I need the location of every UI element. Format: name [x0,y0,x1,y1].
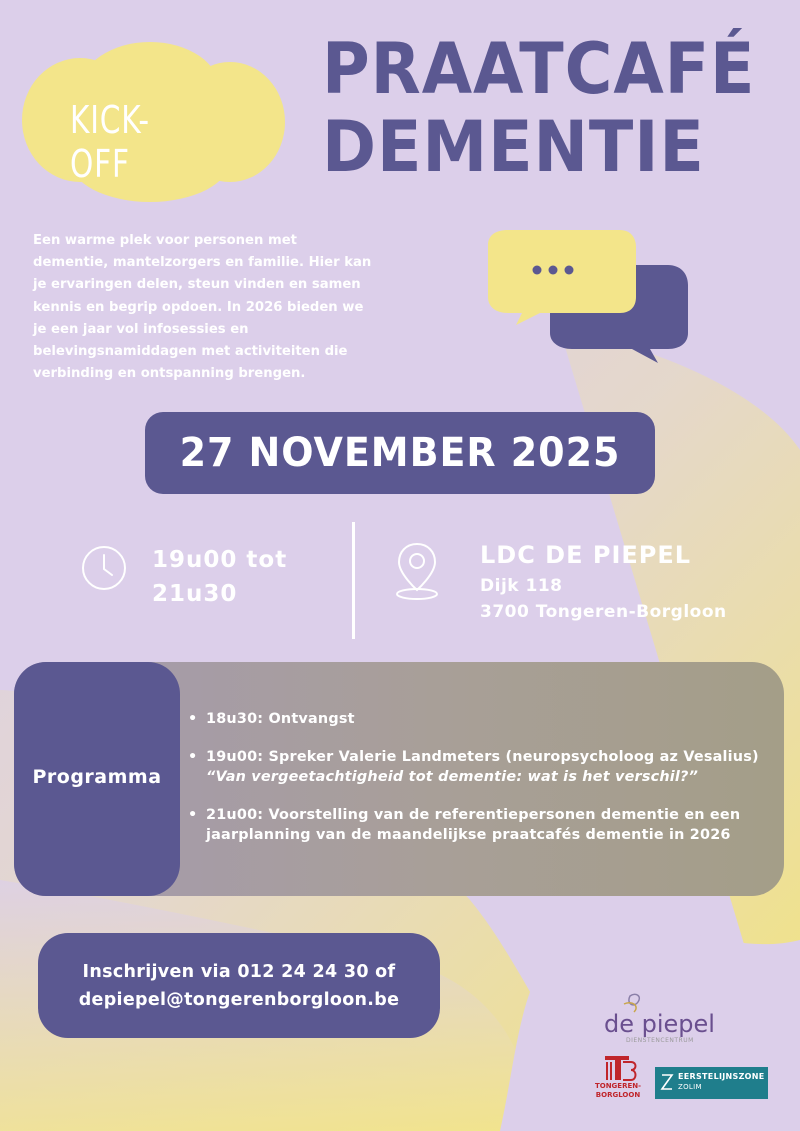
time-line-1: 19u00 tot [152,547,288,573]
divider [352,522,355,639]
eerstelijnszone-logo-title: EERSTELIJNSZONE [678,1072,765,1081]
programma-item-text: 19u00: Spreker Valerie Landmeters (neuropsycholoog az Vesalius) [206,749,759,765]
event-date: 27 NOVEMBER 2025 [179,430,621,476]
programma-list [188,709,778,863]
location-pin-icon [392,540,442,602]
tongeren-borgloon-logo-text: TONGEREN- BORGLOON [594,1082,642,1099]
programma-item [188,805,778,845]
contact-email[interactable]: depiepel@tongerenborgloon.be [78,990,400,1010]
venue-address [480,573,727,625]
programma-item [188,747,778,787]
eerstelijnszone-logo-sub: ZOLIM [678,1083,702,1091]
de-piepel-logo-sub: DIENSTENCENTRUM [626,1037,694,1044]
programma-label: Programma [32,766,162,788]
kickoff-label: KICK-OFF [70,98,150,186]
clock-icon [80,544,128,592]
contact-text [38,958,440,1014]
programma-item [188,709,778,729]
eerstelijnszone-mark-icon [660,1073,674,1091]
programma-item-text: 21u00: Voorstelling van de referentiepersonen dementie en een jaarplanning van de maandelijkse praatcafés dementie in 2026 [206,807,741,843]
venue-street: Dijk 118 [480,576,563,596]
event-time [152,543,342,611]
programma-item-text: 18u30: Ontvangst [206,711,355,727]
time-line-2: 21u30 [152,581,238,607]
page-title: PRAATCAFÉ DEMENTIE [322,28,756,188]
venue-name: LDC DE PIEPEL [480,541,692,569]
speech-bubbles-icon [480,225,690,365]
contact-phone: Inschrijven via 012 24 24 30 of [82,962,396,982]
programma-item-quote: “Van vergeetachtigheid tot dementie: wat is het verschil?” [206,769,699,785]
date-banner [145,412,655,494]
intro-text: Een warme plek voor personen met dementie, mantelzorgers en familie. Hier kan je ervaringen delen, steun vinden en samen kennis en begrip opdoen. In 2026 bieden we je een jaar vol infosessies en belevingsnamiddagen met activiteiten die verbinding en ontspanning brengen. [33,233,372,382]
de-piepel-logo-text: de piepel [604,1010,715,1038]
venue-city: 3700 Tongeren-Borgloon [480,602,727,622]
